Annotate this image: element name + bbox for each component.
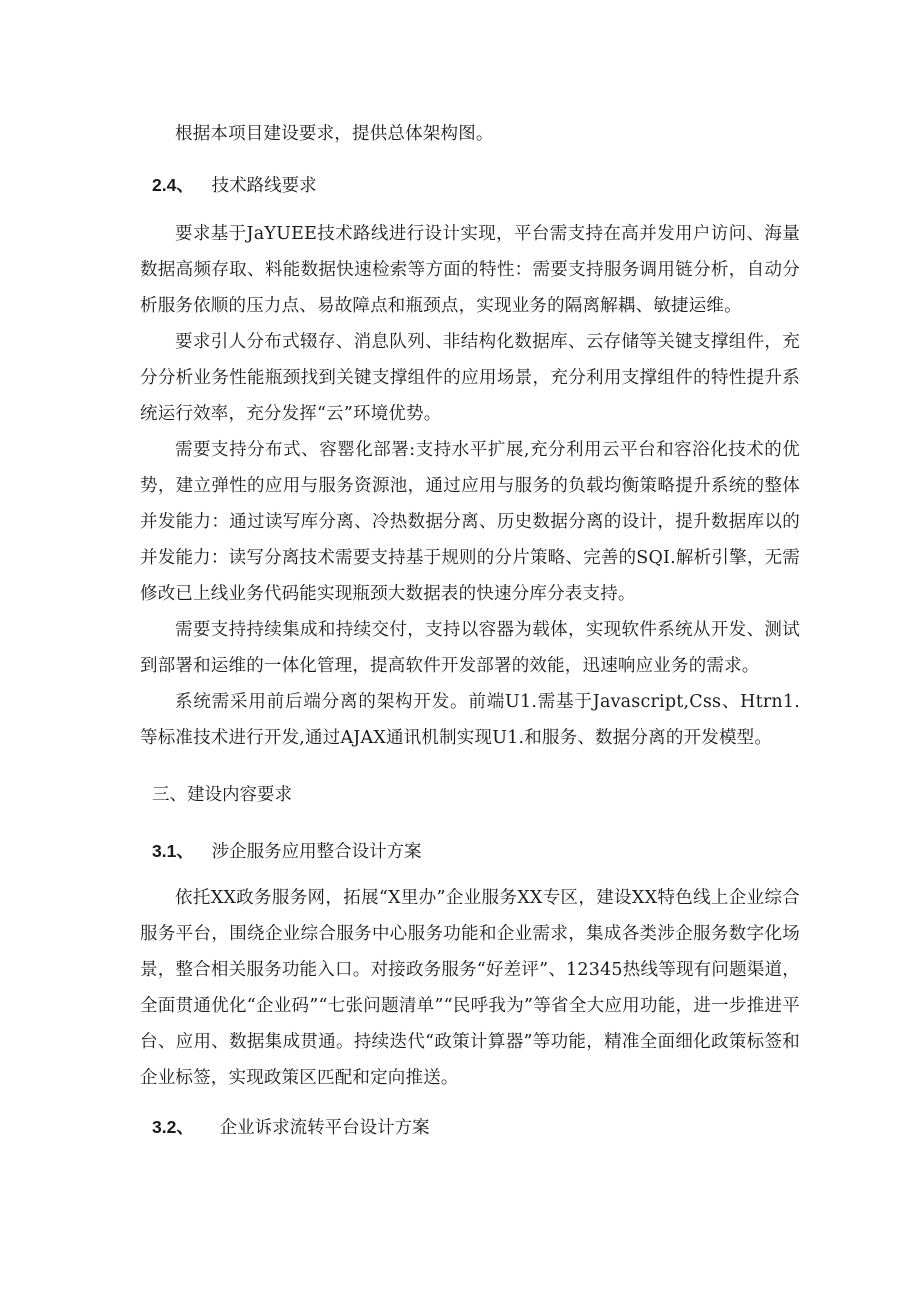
paragraph-tech-route: 要求基于JaYUEE技术路线进行设计实现，平台需支持在高并发用户访问、海量数据高频存取、料能数据快速检索等方面的特性：需要支持服务调用链分析，自动分析服务依顺的压力点、易故障点和瓶颈点，实现业务的隔离解耦、敏捷运维。: [140, 224, 800, 316]
heading-number: 3.1、: [152, 841, 194, 861]
paragraph-ci-cd: 需要支持持续集成和持续交付，支持以容器为载体，实现软件系统从开发、测试到部署和运维的一体化管理，提高软件开发部署的效能，迅速响应业务的需求。: [140, 620, 800, 676]
heading-number: 2.4、: [152, 175, 194, 195]
heading-title: 涉企服务应用整合设计方案: [211, 842, 422, 862]
heading-3-1: [152, 839, 422, 864]
intro-paragraph: 根据本项目建设要求，提供总体架构图。: [175, 124, 494, 144]
paragraph-frontend: 系统需采用前后端分离的架构开发。前端U1.需基于Javascript,Css、Htrn1.等标准技术进行开发,通过AJAX通讯机制实现U1.和服务、数据分离的开发模型。: [140, 692, 800, 748]
paragraph-components: 要求引人分布式辍存、消息队列、非结构化数据库、云存储等关键支撑组件，充分分析业务性能瓶颈找到关键支撑组件的应用场景，充分利用支撑组件的特性提升系统运行效率，充分发挥“云”环境优势。: [140, 332, 800, 424]
section-heading-3: 三、建设内容要求: [152, 785, 292, 805]
heading-title: 技术路线要求: [211, 176, 317, 196]
heading-title: 企业诉求流转平台设计方案: [219, 1118, 430, 1138]
paragraph-enterprise-services: 依托XX政务服务网，拓展“X里办”企业服务XX专区，建设XX特色线上企业综合服务平台，围绕企业综合服务中心服务功能和企业需求，集成各类涉企服务数字化场景，整合相关服务功能入口。对接政务服务“好差评”、12345热线等现有问题渠道，全面贯通优化“企业码”“七张问题清单”“民呼我为”等省全大应用功能，进一步推进平台、应用、数据集成贯通。持续迭代“政策计算器”等功能，精准全面细化政策标签和企业标签，实现政策区匹配和定向推送。: [140, 888, 800, 1088]
heading-number: 3.2、: [152, 1117, 194, 1137]
heading-3-2: [152, 1115, 430, 1140]
paragraph-deployment: 需要支持分布式、容罂化部署:支持水平扩展,充分利用云平台和容浴化技术的优势，建立弹性的应用与服务资源池，通过应用与服务的负载均衡策略提升系统的整体并发能力：通过读写库分离、冷热数据分离、历史数据分离的设计，提升数据库以的并发能力：读写分离技术需要支持基于规则的分片策略、完善的SQI.解析引擎，无需修改已上线业务代码能实现瓶颈大数据表的快速分库分表支持。: [140, 440, 800, 604]
heading-2-4: [152, 173, 317, 198]
